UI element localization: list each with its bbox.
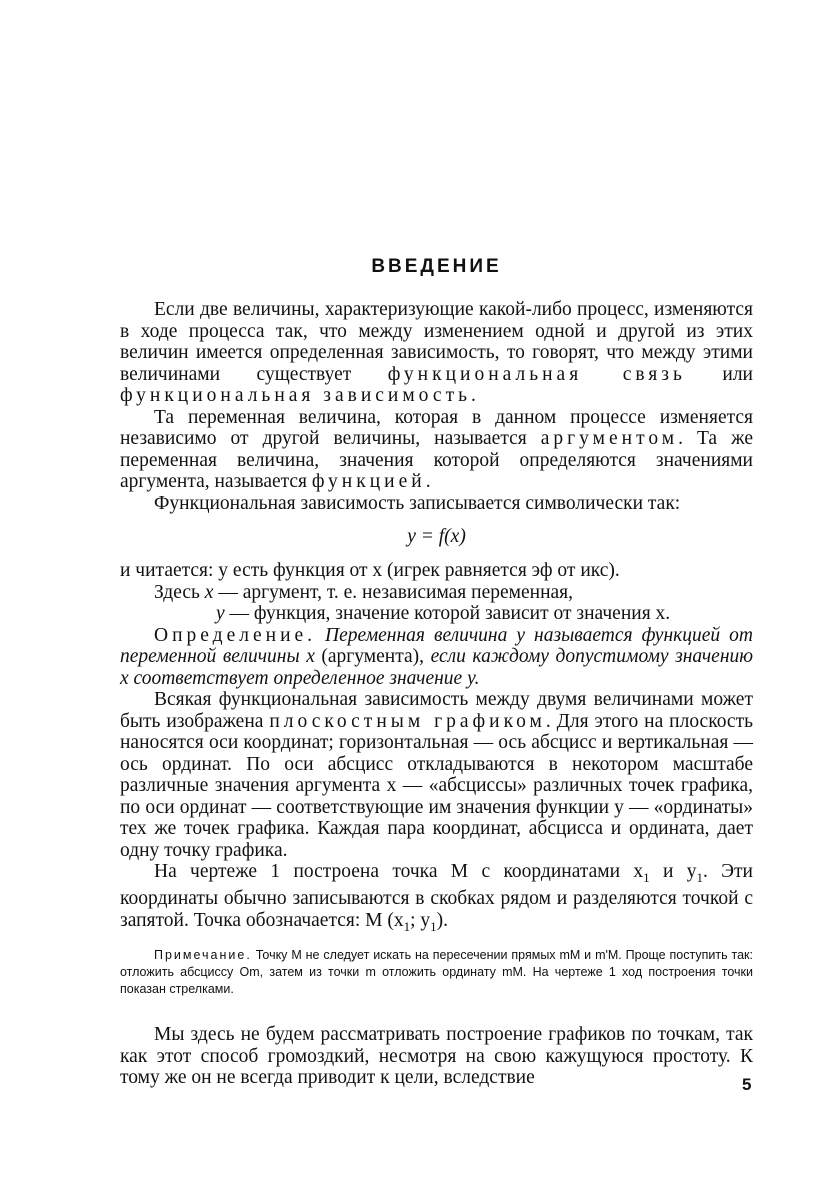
here-line-2-text: — функция, значение которой зависит от значения x. — [224, 603, 671, 624]
paragraph-6-text-a: На чертеже 1 построена точка M с координатами x — [154, 861, 644, 882]
paragraph-1-text-c: . — [471, 385, 476, 406]
page-number: 5 — [742, 1075, 752, 1094]
paragraph-2-text-b: . Та же переменная величина, значения которой определяются значениями аргумента, называется — [120, 428, 754, 492]
definition-text-b: (аргумента), — [314, 646, 431, 667]
term-planar-graph: плоскостным графиком — [269, 710, 546, 732]
paragraph-6-text-c: . Эти координаты обычно записываются в скобках рядом и разделяются точкой с запятой. Точка обозначается: M (x — [120, 861, 753, 931]
subscript: 1 — [403, 918, 411, 934]
spacer — [120, 998, 753, 1024]
paragraph-1-text-b: или — [685, 363, 753, 385]
paragraph-5-text: Всякая функциональная зависимость между двумя величинами может быть изображена — [120, 689, 753, 732]
paragraph-4: и читается: y есть функция от x (игрек равняется эф от икс). — [120, 560, 620, 581]
term-argument: аргументом — [540, 428, 679, 449]
paragraph-2-text: Та переменная величина, которая в данном процессе изменяется независимо от другой величины, называется — [120, 406, 753, 449]
term-function: функцией — [311, 471, 426, 492]
paragraph-1-text: Если две величины, характеризующие какой-либо процесс, изменяются в ходе процесса так, что между изменением одной и другой из этих величин имеется определенная зависимость, то говорят, что между этими величинами существует — [120, 299, 753, 385]
var-y: y — [216, 603, 225, 624]
here-line-2 — [120, 603, 753, 625]
note-label: Примечание. — [154, 948, 252, 963]
paragraph-2-text-c: . — [425, 471, 431, 492]
paragraph-2 — [120, 407, 753, 493]
term-functional-link: функциональная связь — [387, 363, 686, 385]
note-text: Точку M не следует искать на пересечении прямых mM и m'M. Проще поступить так: отложить абсциссу Om, затем из точки m отложить ординату mM. На чертеже 1 ход построения точки показан стрелками. — [120, 948, 753, 997]
here-prefix: Здесь — [154, 581, 205, 603]
paragraph-6-text-d: ; y — [410, 909, 431, 931]
definition-text-c: если каждому допустимому значению x соответствует определенное значение y. — [120, 646, 754, 689]
paragraph-6-text-e: ). — [436, 909, 449, 931]
paragraph-6-text-b: и y — [649, 861, 697, 882]
formula: y = f(x) — [407, 526, 466, 547]
definitions-block — [120, 582, 753, 625]
definition-text-a: Переменная величина y называется функцией от переменной величины x — [120, 624, 753, 667]
paragraph-5-text-b: . Для этого на плоскость наносятся оси координат; горизонтальная — ось абсцисс и вертикальная — ось ординат. По оси абсцисс откладываются в некотором масштабе различные значения аргумента x — «абсциссы» различных точек графика, по оси ординат — соответствующие им значения функции y — «ординаты» тех же точек графика. Каждая пара координат, абсцисса и ордината, дает одну точку графика. — [120, 710, 753, 861]
here-line-1 — [120, 582, 753, 604]
paragraph-1 — [120, 299, 753, 407]
paragraph-5 — [120, 689, 753, 861]
definition-paragraph — [120, 625, 753, 690]
subscript: 1 — [643, 869, 650, 885]
paragraph-3: Функциональная зависимость записывается символически так: — [154, 492, 681, 514]
page-body — [120, 255, 753, 1089]
subscript: 1 — [430, 918, 437, 934]
paragraph-7: Мы здесь не будем рассматривать построение графиков по точкам, так как этот способ громоздкий, несмотря на свою кажущуюся простоту. К тому же он не всегда приводит к цели, вследствие — [120, 1024, 753, 1089]
here-line-1-text: — аргумент, т. е. независимая переменная, — [213, 581, 574, 603]
paragraph-6 — [120, 861, 753, 937]
definition-label: Определение. — [154, 624, 317, 646]
page-title: ВВЕДЕНИЕ — [371, 256, 502, 277]
subscript: 1 — [696, 869, 703, 885]
note — [120, 947, 753, 998]
term-functional-dependence: функциональная зависимость — [120, 385, 471, 406]
var-x: x — [204, 581, 214, 603]
